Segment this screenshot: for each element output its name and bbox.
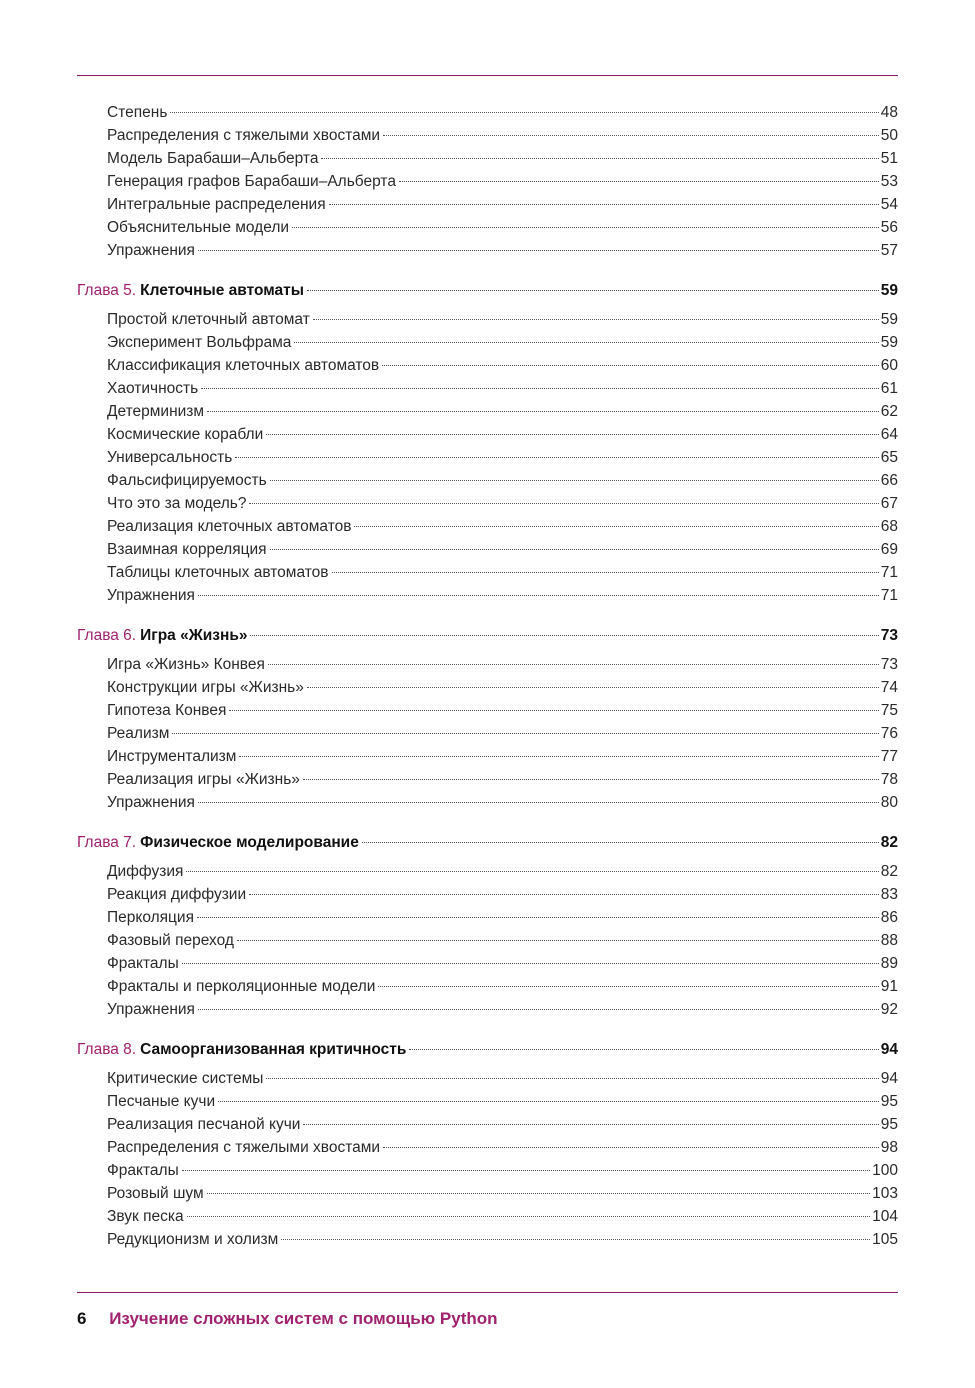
dot-leader [378,986,878,987]
toc-entry-page-number: 54 [880,196,898,213]
chapter-page-number: 59 [880,282,898,299]
chapter-page-number: 73 [880,627,898,644]
toc-entry[interactable] [77,791,898,814]
dot-leader [354,526,878,527]
toc-entry-page-number: 69 [880,541,898,558]
toc-entry-title: Что это за модель? [107,495,247,512]
toc-entry-title: Взаимная корреляция [107,541,267,558]
toc-entry[interactable] [77,883,898,906]
dot-leader [362,842,879,843]
page-number: 6 [77,1309,87,1328]
toc-entry-title: Степень [107,104,168,121]
toc-entry-page-number: 48 [880,104,898,121]
toc-entry[interactable] [77,653,898,676]
toc-entry-title: Игра «Жизнь» Конвея [107,656,265,673]
toc-entry-page-number: 95 [880,1093,898,1110]
toc-entry[interactable] [77,906,898,929]
toc-entry-page-number: 103 [872,1185,898,1202]
dot-leader [332,572,879,573]
dot-leader [383,1147,879,1148]
toc-entry-page-number: 78 [880,771,898,788]
toc-entry-title: Упражнения [107,794,195,811]
toc-entry-title: Реализм [107,725,170,742]
toc-entry-title: Песчаные кучи [107,1093,216,1110]
toc-entry-page-number: 59 [880,311,898,328]
toc-entry-title: Детерминизм [107,403,205,420]
dot-leader [239,756,878,757]
toc-entry-page-number: 57 [880,242,898,259]
page-footer [77,1309,498,1329]
chapter-title: Самоорганизованная критичность [140,1041,407,1058]
toc-entry-title: Распределения с тяжелыми хвостами [107,1139,381,1156]
toc-entry[interactable] [77,1228,898,1251]
toc-entry-page-number: 95 [880,1116,898,1133]
toc-entry-page-number: 88 [880,932,898,949]
toc-entry-title: Звук песка [107,1208,184,1225]
toc-entry[interactable] [77,170,898,193]
toc-entry-title: Упражнения [107,1001,195,1018]
toc-entry-title: Реализация клеточных автоматов [107,518,352,535]
dot-leader [198,250,879,251]
book-title: Изучение сложных систем с помощью Python [109,1309,498,1328]
chapter-label: Глава 7. [77,834,137,851]
toc-entry-page-number: 94 [880,1070,898,1087]
toc-entry-title: Розовый шум [107,1185,204,1202]
toc-entry[interactable] [77,676,898,699]
toc-entry-page-number: 71 [880,564,898,581]
dot-leader [303,779,879,780]
toc-entry[interactable] [77,1182,898,1205]
toc-entry-title: Фальсифицируемость [107,472,267,489]
toc-entry-page-number: 104 [872,1208,898,1225]
toc-entry-page-number: 53 [880,173,898,190]
toc-entry-page-number: 100 [872,1162,898,1179]
dot-leader [201,388,879,389]
toc-entry-title: Интегральные распределения [107,196,326,213]
dot-leader [270,549,879,550]
toc-entry-page-number: 83 [880,886,898,903]
toc-entry[interactable] [77,561,898,584]
toc-entry[interactable] [77,308,898,331]
dot-leader [268,664,879,665]
toc-entry[interactable] [77,423,898,446]
chapter-heading[interactable] [77,624,898,647]
dot-leader [281,1239,870,1240]
dot-leader [172,733,878,734]
dot-leader [198,1009,879,1010]
toc-entry-page-number: 68 [880,518,898,535]
dot-leader [249,894,879,895]
bottom-rule [77,1292,898,1293]
toc-entry[interactable] [77,860,898,883]
toc-entry[interactable] [77,147,898,170]
dot-leader [207,1193,870,1194]
toc-entry[interactable] [77,699,898,722]
toc-entry[interactable] [77,216,898,239]
toc-entry[interactable] [77,1113,898,1136]
chapter-label: Глава 8. [77,1041,137,1058]
toc-entry-title: Критические системы [107,1070,264,1087]
toc-entry[interactable] [77,1067,898,1090]
toc-entry[interactable] [77,193,898,216]
top-rule [77,75,898,76]
toc-entry-title: Реализация песчаной кучи [107,1116,301,1133]
dot-leader [313,319,879,320]
chapter-label: Глава 5. [77,282,137,299]
dot-leader [294,342,878,343]
toc-entry-page-number: 74 [880,679,898,696]
toc-entry-title: Простой клеточный автомат [107,311,310,328]
toc-entry[interactable] [77,768,898,791]
toc-entry[interactable] [77,239,898,262]
toc-entry[interactable] [77,446,898,469]
toc-entry-page-number: 67 [880,495,898,512]
dot-leader [307,687,879,688]
toc-entry-page-number: 89 [880,955,898,972]
toc-entry[interactable] [77,1159,898,1182]
toc-entry[interactable] [77,492,898,515]
toc-entry-title: Редукционизм и холизм [107,1231,279,1248]
toc-entry[interactable] [77,929,898,952]
dot-leader [266,434,879,435]
toc-entry-title: Фракталы [107,955,179,972]
dot-leader [207,411,879,412]
toc-entry-page-number: 73 [880,656,898,673]
toc-entry[interactable] [77,124,898,147]
toc-entry-page-number: 64 [880,426,898,443]
toc-entry[interactable] [77,331,898,354]
toc-entry[interactable] [77,1205,898,1228]
toc-entry-page-number: 61 [880,380,898,397]
dot-leader [329,204,879,205]
toc-entry-page-number: 105 [872,1231,898,1248]
toc-entry-title: Диффузия [107,863,184,880]
toc-entry-page-number: 65 [880,449,898,466]
toc-entry-title: Таблицы клеточных автоматов [107,564,329,581]
dot-leader [303,1124,878,1125]
dot-leader [321,158,878,159]
toc-entry-title: Модель Барабаши–Альберта [107,150,319,167]
toc-entry[interactable] [77,101,898,124]
toc-entry-page-number: 86 [880,909,898,926]
dot-leader [266,1078,878,1079]
toc-entry-title: Упражнения [107,587,195,604]
dot-leader [229,710,878,711]
dot-leader [250,635,878,636]
toc-entry-title: Эксперимент Вольфрама [107,334,292,351]
toc-entry-title: Конструкции игры «Жизнь» [107,679,304,696]
dot-leader [382,365,879,366]
toc-entry-page-number: 66 [880,472,898,489]
toc-entry-title: Перколяция [107,909,194,926]
toc-entry-page-number: 56 [880,219,898,236]
toc-entry[interactable] [77,377,898,400]
dot-leader [182,963,879,964]
dot-leader [197,917,879,918]
dot-leader [235,457,878,458]
toc-entry[interactable] [77,400,898,423]
toc-entry-title: Универсальность [107,449,233,466]
toc-entry[interactable] [77,584,898,607]
toc-entry-title: Космические корабли [107,426,264,443]
toc-entry[interactable] [77,538,898,561]
toc-entry[interactable] [77,722,898,745]
chapter-heading[interactable] [77,279,898,302]
toc-entry-title: Фазовый переход [107,932,234,949]
toc-entry-page-number: 71 [880,587,898,604]
dot-leader [292,227,879,228]
toc-entry[interactable] [77,952,898,975]
chapter-title: Игра «Жизнь» [140,627,248,644]
toc-entry-page-number: 80 [880,794,898,811]
toc-entry-title: Хаотичность [107,380,199,397]
toc-entry[interactable] [77,745,898,768]
dot-leader [249,503,878,504]
toc-entry[interactable] [77,469,898,492]
dot-leader [198,595,879,596]
chapter-heading[interactable] [77,1038,898,1061]
dot-leader [399,181,879,182]
chapter-page-number: 94 [880,1041,898,1058]
toc-entry-title: Фракталы и перколяционные модели [107,978,376,995]
chapter-label: Глава 6. [77,627,137,644]
dot-leader [307,290,879,291]
toc-entry[interactable] [77,354,898,377]
toc-entry-page-number: 60 [880,357,898,374]
table-of-contents [77,101,898,1251]
toc-entry-page-number: 51 [880,150,898,167]
toc-entry-title: Упражнения [107,242,195,259]
toc-entry-page-number: 59 [880,334,898,351]
toc-entry-page-number: 76 [880,725,898,742]
dot-leader [182,1170,870,1171]
toc-entry-page-number: 91 [880,978,898,995]
dot-leader [409,1049,878,1050]
toc-entry[interactable] [77,975,898,998]
toc-entry[interactable] [77,515,898,538]
dot-leader [270,480,879,481]
toc-entry-page-number: 62 [880,403,898,420]
toc-entry-page-number: 77 [880,748,898,765]
toc-entry-page-number: 50 [880,127,898,144]
toc-entry[interactable] [77,1136,898,1159]
chapter-heading[interactable] [77,831,898,854]
toc-entry-title: Распределения с тяжелыми хвостами [107,127,381,144]
toc-entry-title: Объяснительные модели [107,219,290,236]
toc-entry-title: Реакция диффузии [107,886,247,903]
toc-entry-title: Фракталы [107,1162,179,1179]
dot-leader [383,135,879,136]
dot-leader [218,1101,879,1102]
dot-leader [187,1216,871,1217]
toc-entry-title: Реализация игры «Жизнь» [107,771,300,788]
toc-entry-page-number: 92 [880,1001,898,1018]
dot-leader [198,802,879,803]
toc-entry-title: Инструментализм [107,748,237,765]
toc-entry-page-number: 98 [880,1139,898,1156]
chapter-title: Физическое моделирование [140,834,359,851]
dot-leader [186,871,878,872]
toc-entry[interactable] [77,998,898,1021]
dot-leader [237,940,879,941]
toc-entry-page-number: 75 [880,702,898,719]
toc-entry-title: Классификация клеточных автоматов [107,357,380,374]
chapter-page-number: 82 [880,834,898,851]
toc-entry-title: Генерация графов Барабаши–Альберта [107,173,396,190]
toc-entry-title: Гипотеза Конвея [107,702,227,719]
dot-leader [170,112,878,113]
chapter-title: Клеточные автоматы [140,282,304,299]
toc-entry-page-number: 82 [880,863,898,880]
toc-entry[interactable] [77,1090,898,1113]
